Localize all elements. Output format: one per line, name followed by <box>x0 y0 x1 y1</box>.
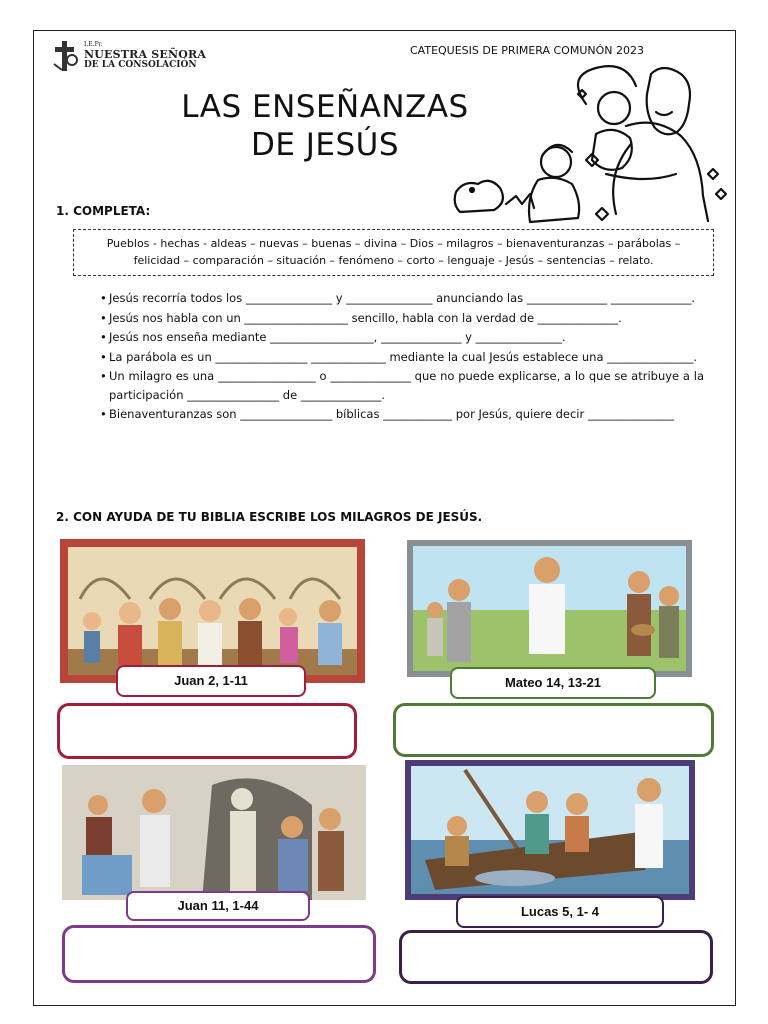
answer-box-3[interactable] <box>62 925 376 983</box>
miraculous-catch-illustration <box>405 760 695 900</box>
wedding-at-cana-illustration <box>60 539 365 683</box>
answer-box-4[interactable] <box>399 930 713 984</box>
reference-juan-11: Juan 11, 1-44 <box>126 891 310 921</box>
reference-juan-2: Juan 2, 1-11 <box>116 665 306 697</box>
title-line1: LAS ENSEÑANZAS <box>181 89 469 125</box>
jesus-with-children-illustration <box>446 64 738 224</box>
logo-line1: NUESTRA SEÑORA <box>84 48 207 61</box>
section1-heading: 1. COMPLETA: <box>56 204 151 218</box>
reference-mateo-14: Mateo 14, 13-21 <box>450 667 656 699</box>
feeding-multitude-illustration <box>407 540 692 677</box>
answer-box-1[interactable] <box>57 703 357 759</box>
logo-small-text: I.E.Pr. <box>84 41 103 48</box>
fill-in-item[interactable]: • Un milagro es una _________________ o ______________ que no puede explicarse, a lo que se atribuye a la participación ________________ de ______________. <box>100 367 704 404</box>
fill-in-item[interactable]: • Jesús nos enseña mediante __________________, ______________ y _______________. <box>100 328 704 347</box>
fill-in-item[interactable]: • Jesús nos habla con un __________________ sencillo, habla con la verdad de ______________. <box>100 309 704 328</box>
section2-heading: 2. CON AYUDA DE TU BIBLIA ESCRIBE LOS MILAGROS DE JESÚS. <box>56 510 483 524</box>
word-bank <box>73 229 714 276</box>
fill-in-item[interactable]: • Bienaventuranzas son ________________ bíblicas ____________ por Jesús, quiere decir _______________ <box>100 405 704 424</box>
raising-of-lazarus-illustration <box>62 765 366 900</box>
cross-emblem-icon <box>52 40 80 72</box>
logo-line2: DE LA CONSOLACIÓN <box>84 60 197 70</box>
course-header: CATEQUESIS DE PRIMERA COMUNÓN 2023 <box>410 44 644 57</box>
fill-in-item[interactable]: • Jesús recorría todos los _______________ y _______________ anunciando las ______________ ______________. <box>100 289 704 308</box>
title-line2: DE JESÚS <box>250 127 400 163</box>
fill-in-list <box>100 289 704 425</box>
fill-in-item[interactable]: • La parábola es un ________________ _____________ mediante la cual Jesús establece una _______________. <box>100 348 704 367</box>
word-bank-line1: Pueblos - hechas - aldeas – nuevas – buenas – divina – Dios – milagros – bienaventuranzas – parábolas – <box>106 237 681 250</box>
reference-lucas-5: Lucas 5, 1- 4 <box>456 896 664 928</box>
school-logo <box>52 40 212 72</box>
answer-box-2[interactable] <box>393 703 714 757</box>
word-bank-line2: felicidad – comparación – situación – fenómeno – corto – lenguaje - Jesús – sentencias – relato. <box>133 254 654 267</box>
